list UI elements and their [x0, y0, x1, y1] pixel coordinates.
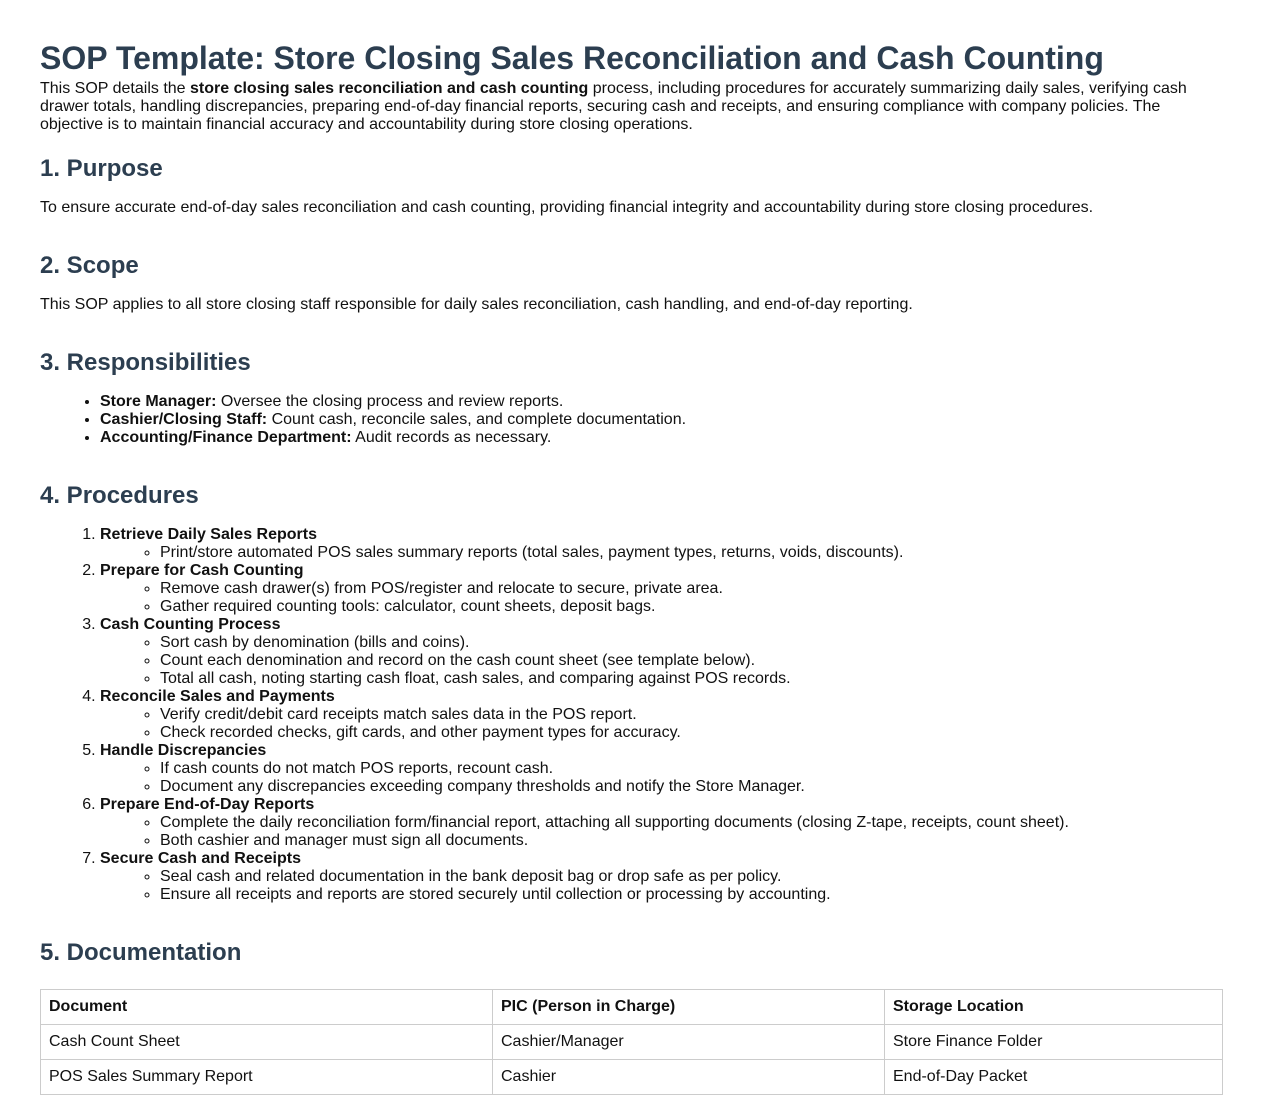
column-header: PIC (Person in Charge) — [493, 990, 885, 1025]
procedure-step — [100, 850, 1223, 904]
table-cell: Cashier — [493, 1060, 885, 1095]
table-cell: POS Sales Summary Report — [41, 1060, 493, 1095]
procedure-step-title: Secure Cash and Receipts — [100, 850, 301, 867]
procedure-substeps — [100, 814, 1223, 850]
table-cell: End-of-Day Packet — [885, 1060, 1223, 1095]
responsibilities-list — [40, 393, 1223, 447]
procedure-substep: ◦ Complete the daily reconciliation form/financial report, attaching all supporting documents (closing Z-tape, receipts, count sheet). — [160, 814, 1223, 832]
table-row — [41, 1060, 1223, 1095]
column-header: Document — [41, 990, 493, 1025]
procedure-substeps — [100, 580, 1223, 616]
procedure-step — [100, 616, 1223, 688]
procedure-substep: ◦ Total all cash, noting starting cash float, cash sales, and comparing against POS records. — [160, 670, 1223, 688]
procedures-list — [40, 526, 1223, 904]
procedure-step-title: Retrieve Daily Sales Reports — [100, 526, 317, 543]
procedure-substep: ◦ Gather required counting tools: calculator, count sheets, deposit bags. — [160, 598, 1223, 616]
intro-text-after: process, including procedures for accurately summarizing daily sales, verifying cash drawer totals, handling discrepancies, preparing end-of-day financial reports, securing cash and receipts, and ensuring compliance with company policies. The objective is to maintain financial accuracy and accountability during store closing operations. — [40, 80, 1187, 133]
procedure-substep: ◦ Both cashier and manager must sign all documents. — [160, 832, 1223, 850]
procedure-step — [100, 742, 1223, 796]
procedure-step-title: Prepare End-of-Day Reports — [100, 796, 315, 813]
procedure-substeps — [100, 544, 1223, 562]
procedure-substep: ◦ Remove cash drawer(s) from POS/register and relocate to secure, private area. — [160, 580, 1223, 598]
procedures-heading: 4. Procedures — [40, 482, 199, 509]
purpose-heading: 1. Purpose — [40, 155, 163, 182]
page-title: SOP Template: Store Closing Sales Reconciliation and Cash Counting — [40, 40, 1104, 76]
responsibility-desc: Oversee the closing process and review reports. — [216, 393, 564, 410]
responsibility-role: Accounting/Finance Department: — [100, 429, 352, 446]
table-row — [41, 1025, 1223, 1060]
purpose-text: To ensure accurate end-of-day sales reconciliation and cash counting, providing financial integrity and accountability during store closing procedures. — [40, 199, 1094, 216]
scope-text: This SOP applies to all store closing staff responsible for daily sales reconciliation, cash handling, and end-of-day reporting. — [40, 296, 913, 313]
responsibility-item — [100, 429, 1223, 447]
responsibility-item — [100, 411, 1223, 429]
intro-text-before: This SOP details the — [40, 80, 190, 97]
documentation-heading: 5. Documentation — [40, 939, 242, 966]
responsibility-desc: Count cash, reconcile sales, and complete documentation. — [267, 411, 687, 428]
column-header: Storage Location — [885, 990, 1223, 1025]
procedure-substep: ◦ Verify credit/debit card receipts match sales data in the POS report. — [160, 706, 1223, 724]
responsibility-item — [100, 393, 1223, 411]
responsibility-role: Store Manager: — [100, 393, 217, 410]
table-cell: Cash Count Sheet — [41, 1025, 493, 1060]
responsibility-role: Cashier/Closing Staff: — [100, 411, 268, 428]
procedure-step — [100, 796, 1223, 850]
procedure-step-title: Handle Discrepancies — [100, 742, 267, 759]
procedure-step — [100, 562, 1223, 616]
responsibility-desc: Audit records as necessary. — [351, 429, 552, 446]
procedure-substep: ◦ Ensure all receipts and reports are stored securely until collection or processing by accounting. — [160, 886, 1223, 904]
procedure-step-title: Reconcile Sales and Payments — [100, 688, 335, 705]
responsibilities-heading: 3. Responsibilities — [40, 349, 251, 376]
procedure-substeps — [100, 868, 1223, 904]
procedure-substep: ◦ If cash counts do not match POS reports, recount cash. — [160, 760, 1223, 778]
table-header-row — [41, 990, 1223, 1025]
procedure-substeps — [100, 760, 1223, 796]
documentation-table — [40, 989, 1223, 1095]
procedure-step-title: Cash Counting Process — [100, 616, 281, 633]
intro-paragraph — [40, 80, 1223, 134]
procedure-step — [100, 526, 1223, 562]
procedure-substep: ◦ Count each denomination and record on the cash count sheet (see template below). — [160, 652, 1223, 670]
procedure-substep: ◦ Check recorded checks, gift cards, and other payment types for accuracy. — [160, 724, 1223, 742]
procedure-substep: ◦ Sort cash by denomination (bills and coins). — [160, 634, 1223, 652]
procedure-substeps — [100, 706, 1223, 742]
table-cell: Cashier/Manager — [493, 1025, 885, 1060]
scope-heading: 2. Scope — [40, 252, 139, 279]
procedure-step-title: Prepare for Cash Counting — [100, 562, 304, 579]
procedure-step — [100, 688, 1223, 742]
procedure-substeps — [100, 634, 1223, 688]
procedure-substep: ◦ Document any discrepancies exceeding company thresholds and notify the Store Manager. — [160, 778, 1223, 796]
intro-text-bold: store closing sales reconciliation and cash counting — [190, 80, 589, 97]
procedure-substep: ◦ Seal cash and related documentation in the bank deposit bag or drop safe as per policy. — [160, 868, 1223, 886]
table-cell: Store Finance Folder — [885, 1025, 1223, 1060]
procedure-substep: ◦ Print/store automated POS sales summary reports (total sales, payment types, returns, voids, discounts). — [160, 544, 1223, 562]
